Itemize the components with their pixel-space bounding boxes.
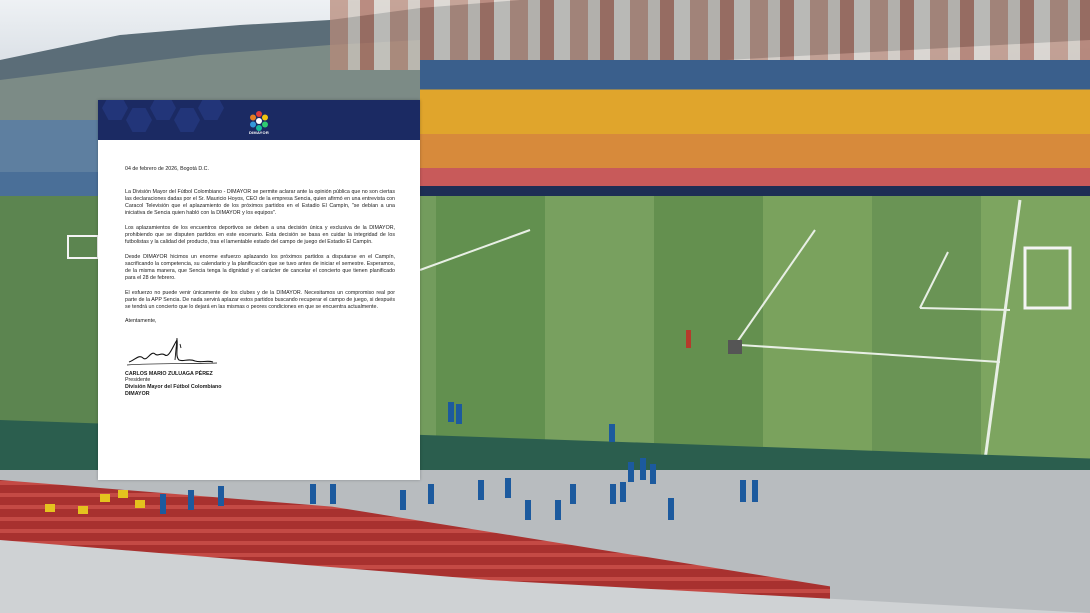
signatory-org-short: DIMAYOR — [125, 390, 150, 397]
logo-text: DIMAYOR — [249, 130, 269, 135]
signature-block — [125, 371, 395, 398]
signatory-name: CARLOS MARIO ZULUAGA PÉREZ — [125, 370, 213, 377]
paragraph-1: La División Mayor del Fútbol Colombiano - DIMAYOR se permite aclarar ante la opinión pública que no son ciertas las declaraciones dadas por el Sr. Mauricio Hoyos, CEO de la empresa Sencia, quien afirmó en una entrevista con Caracol Televisión que el aplazamiento de los próximos partidos en el Estadio El Campín, "se debían a una iniciativa de Sencia quien habló con la DIMAYOR y los equipos". — [125, 189, 395, 217]
letter-date: 04 de febrero de 2026, Bogotá D.C. — [125, 166, 209, 172]
signatory-org: División Mayor del Fútbol Colombiano — [125, 384, 222, 391]
paragraph-3: Desde DIMAYOR hicimos un enorme esfuerzo aplazando los próximos partidos a disputarse en el Campín, sacrificando la competencia, su calendario y la planificación que se tuvo antes de iniciar el semestre. Esperamos, de la misma manera, que Sencia tenga la dignidad y el carácter de cancelar el concierto que tienen planificado para el 28 de febrero. — [125, 253, 395, 282]
paragraph-2: Los aplazamientos de los encuentros deportivos se deben a una decisión única y exclusiva de la DIMAYOR, prohibiendo que se disputen partidos en este escenario. Esta decisión se basa en cuidar la integridad de los futbolistas y la calidad del producto, tras el lamentable estado del campo de juego del Estadio El Campín. — [125, 224, 395, 246]
letter-closing: Atentamente, — [125, 318, 157, 325]
letter-body — [125, 166, 395, 398]
handwritten-signature — [125, 336, 220, 368]
letter-header — [98, 100, 420, 140]
paragraph-4: El esfuerzo no puede venir únicamente de los clubes y de la DIMAYOR. Necesitamos un compromiso real por parte de la APP Sencia. De nada servirá aplazar estos partidos buscando recuperar el campo de juego, si después se tendrá un concierto que lo dejará en las mismas o peores condiciones en que se encuentra actualmente. — [125, 289, 395, 310]
signatory-title: Presidente — [125, 377, 151, 384]
press-release-letter — [98, 100, 420, 480]
